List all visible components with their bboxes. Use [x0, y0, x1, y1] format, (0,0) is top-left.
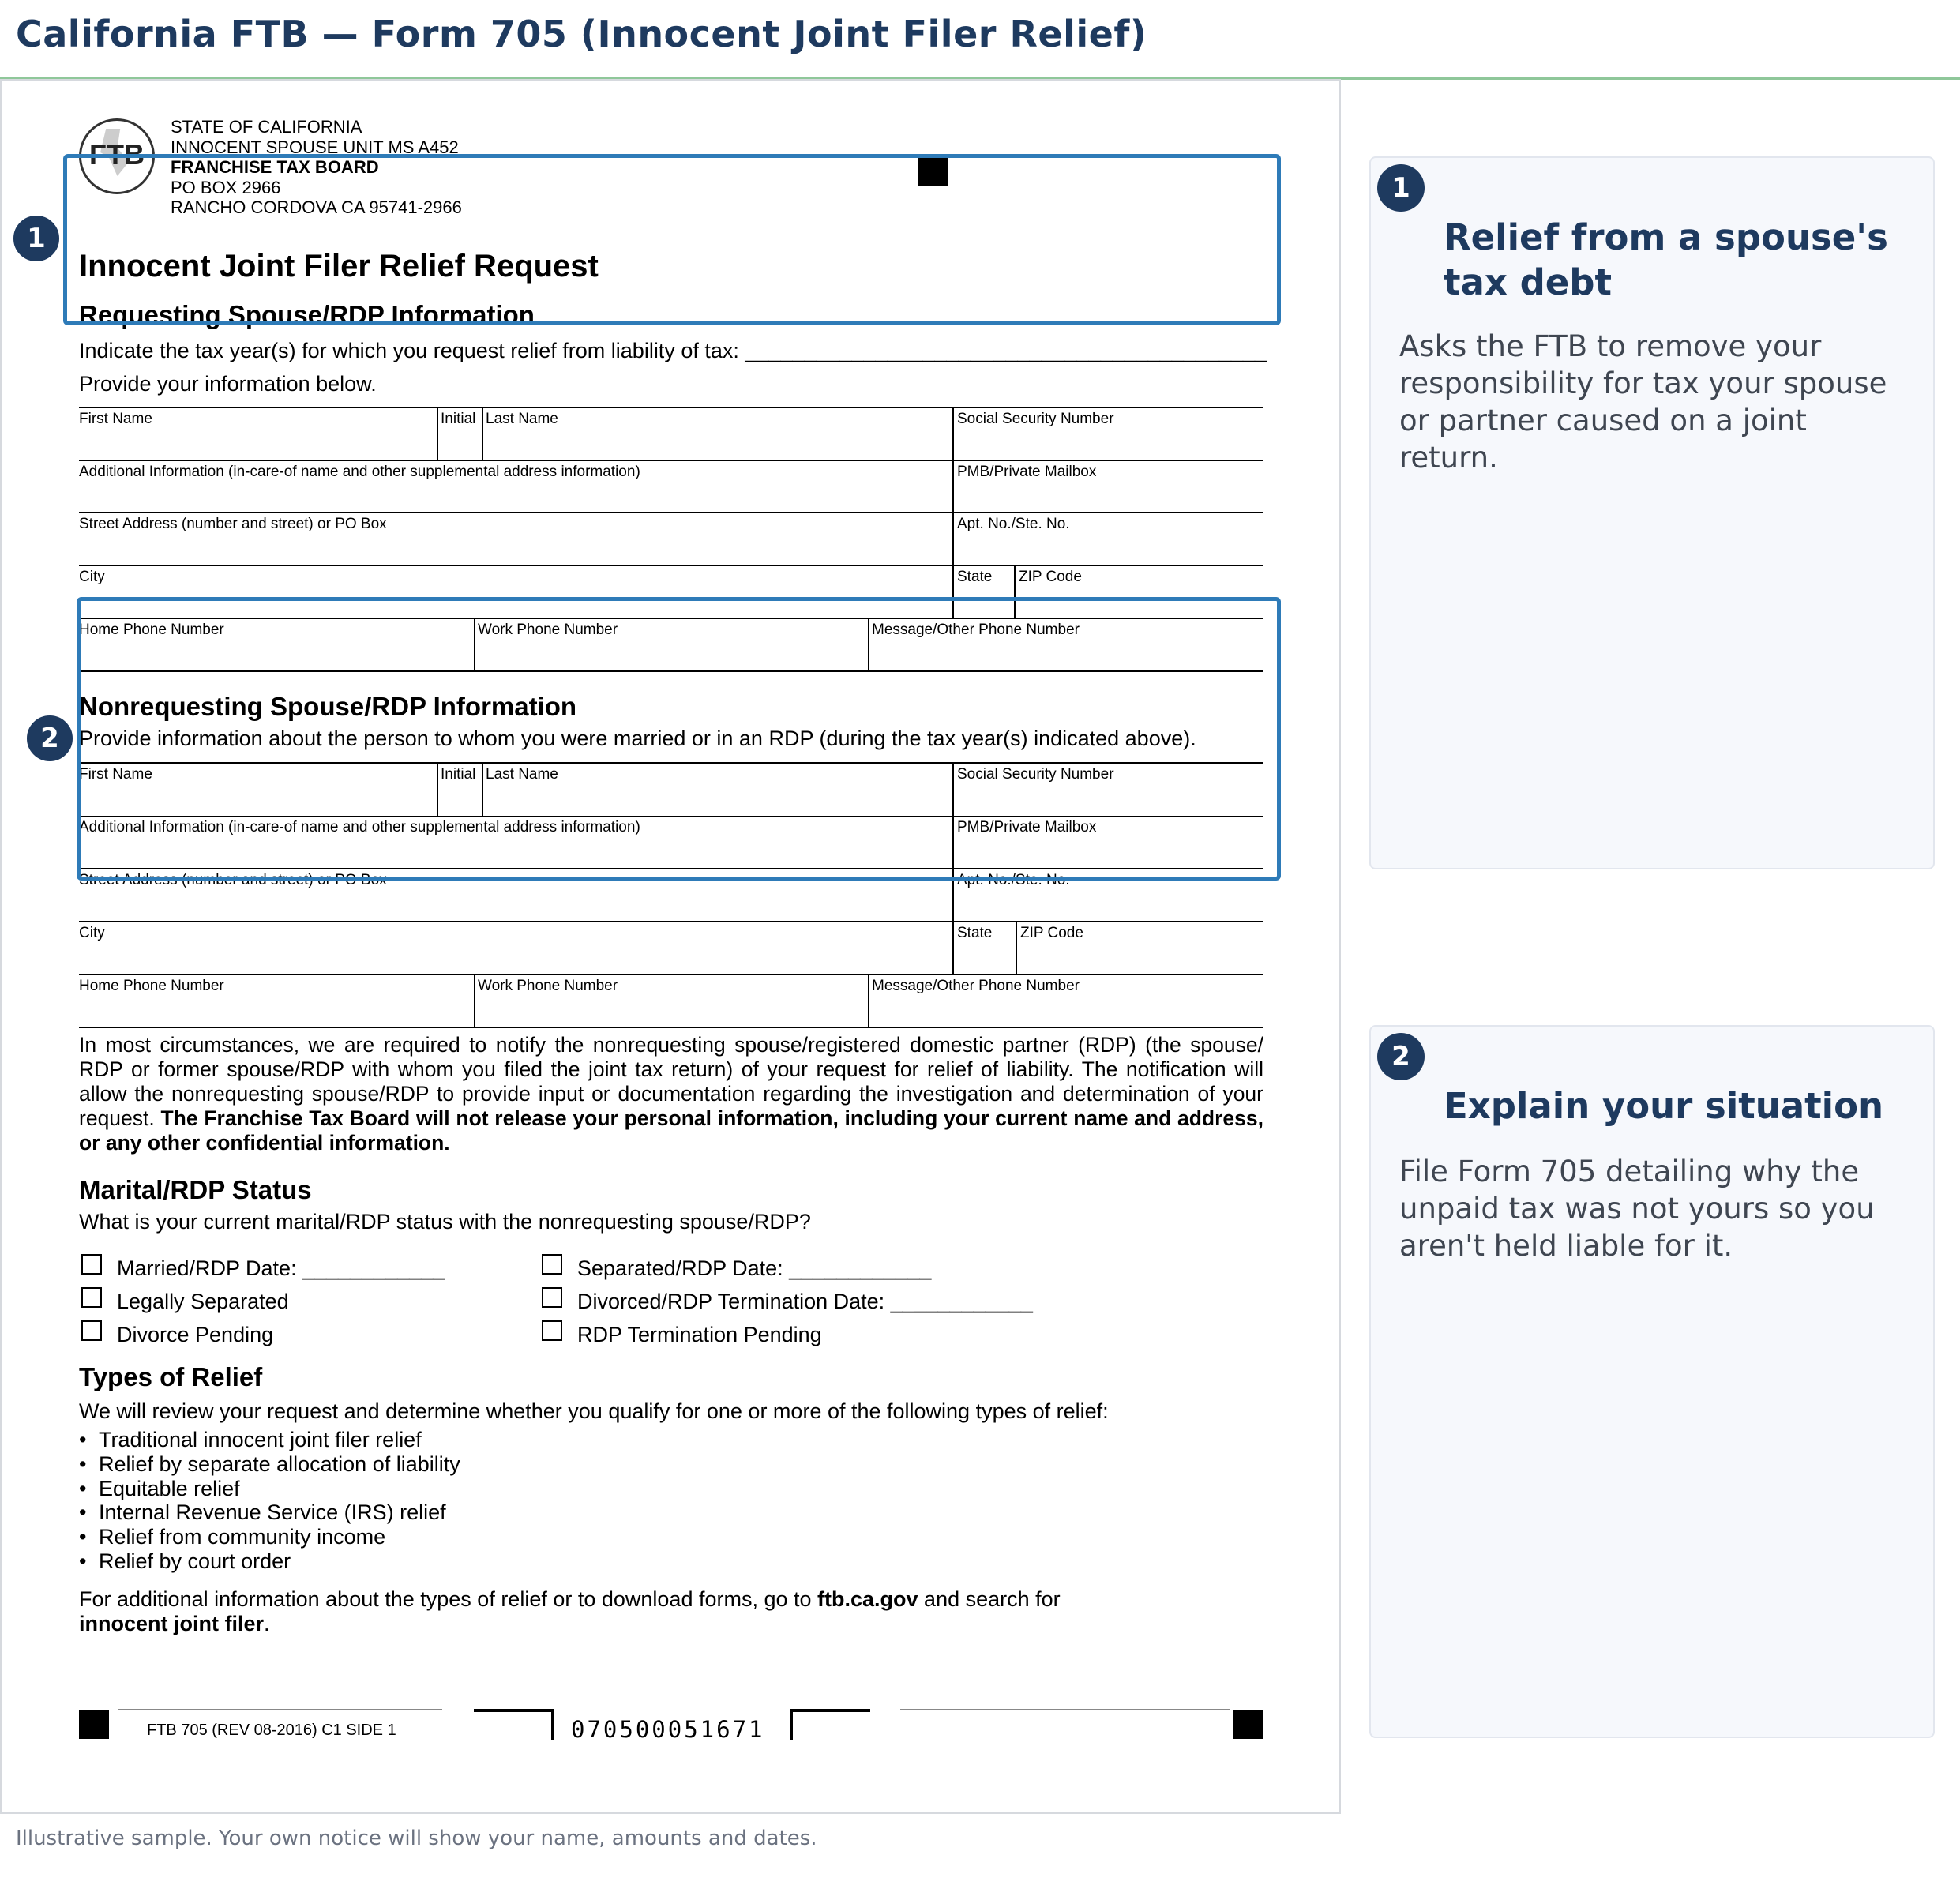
initial-label: Initial: [441, 411, 476, 427]
nr-other-phone-label: Message/Other Phone Number: [872, 978, 1080, 994]
provide-info-text: Provide your information below.: [79, 372, 377, 396]
form-rule: [79, 512, 1263, 513]
form-rule: [79, 407, 1263, 408]
list-item: • Internal Revenue Service (IRS) relief: [79, 1500, 460, 1525]
form-title: Innocent Joint Filer Relief Request: [79, 249, 599, 284]
rdp-termination-label: RDP Termination Pending: [577, 1323, 822, 1346]
nr-apt-label: Apt. No./Ste. No.: [957, 872, 1070, 888]
divorced-label: Divorced/RDP Termination Date: ____________: [577, 1290, 1033, 1313]
requesting-heading: Requesting Spouse/RDP Information: [79, 300, 535, 329]
form-divider: [437, 407, 438, 460]
divorce-pending-checkbox[interactable]: [81, 1320, 102, 1341]
nr-pmb-label: PMB/Private Mailbox: [957, 819, 1097, 835]
nr-initial-label: Initial: [441, 766, 476, 783]
card-body: File Form 705 detailing why the unpaid tax was not yours so you aren't held liable for it.: [1399, 1155, 1875, 1263]
more-info-prefix: For additional information about the types of relief or to download forms, go to: [79, 1587, 818, 1611]
list-item: • Traditional innocent joint filer relief: [79, 1428, 460, 1452]
registration-mark: [79, 1710, 109, 1739]
nr-city-label: City: [79, 925, 105, 941]
divorced-checkbox[interactable]: [542, 1287, 562, 1308]
page-header: [0, 0, 1960, 80]
apt-label: Apt. No./Ste. No.: [957, 516, 1070, 532]
nr-work-phone-label: Work Phone Number: [478, 978, 618, 994]
caption: Illustrative sample. Your own notice will show your name, amounts and dates.: [16, 1827, 817, 1850]
nonrequesting-heading: Nonrequesting Spouse/RDP Information: [79, 692, 577, 721]
form-divider: [868, 974, 869, 1027]
form-divider: [952, 407, 954, 618]
divorce-pending-label: Divorce Pending: [117, 1323, 274, 1346]
list-item: • Relief by separate allocation of liability: [79, 1452, 460, 1477]
seal-text: FTB: [89, 138, 145, 171]
additional-info-label: Additional Information (in-care-of name and other supplemental address information): [79, 464, 640, 480]
form-rule: [79, 1027, 1263, 1028]
separated-checkbox[interactable]: [542, 1254, 562, 1275]
highlight-marker-2: 2: [24, 713, 75, 764]
nonrequesting-provide-text: Provide information about the person to whom you were married or in an RDP (during the tax year(s) indicated above).: [79, 727, 1196, 750]
separated-label: Separated/RDP Date: ____________: [577, 1256, 932, 1280]
ftb-website-link[interactable]: ftb.ca.gov: [817, 1587, 918, 1611]
last-name-label: Last Name: [486, 411, 558, 427]
other-phone-label: Message/Other Phone Number: [872, 621, 1080, 638]
notice-text: In most circumstances, we are required to notify the nonrequesting spouse/registered domestic partner (RDP) (the spouse/ RDP or former spouse/RDP with whom you filed the joint tax return) of your request for relief of liability. The notification will allow the nonrequesting spouse/RDP to provide input or documentation regarding the investigation and determination of your request.: [79, 1033, 1263, 1130]
relief-list: [79, 1428, 460, 1574]
form-divider: [482, 407, 483, 460]
nr-ssn-label: Social Security Number: [957, 766, 1114, 783]
search-term: innocent joint filer: [79, 1612, 264, 1635]
notice-paragraph: [79, 1033, 1263, 1155]
annotation-card-1: [1369, 156, 1935, 869]
marital-question: What is your current marital/RDP status with the nonrequesting spouse/RDP?: [79, 1210, 811, 1234]
highlight-box-2: [77, 597, 1281, 881]
highlight-box-1: [63, 154, 1281, 325]
form-rule: [79, 565, 1263, 566]
list-item: • Equitable relief: [79, 1477, 460, 1501]
barcode-bracket: [790, 1709, 870, 1740]
form-divider: [1016, 921, 1017, 974]
nr-home-phone-label: Home Phone Number: [79, 978, 224, 994]
relief-intro: We will review your request and determine whether you qualify for one or more of the following types of relief:: [79, 1399, 1109, 1423]
address-line: STATE OF CALIFORNIA: [171, 117, 362, 137]
address-line: RANCHO CORDOVA CA 95741-2966: [171, 197, 462, 217]
tax-year-prompt: Indicate the tax year(s) for which you request relief from liability of tax: ____________________________________________: [79, 339, 1267, 362]
nr-street-label: Street Address (number and street) or PO Box: [79, 872, 387, 888]
page-title: California FTB — Form 705 (Innocent Joint Filer Relief): [16, 13, 1147, 55]
highlight-marker-1: 1: [11, 213, 62, 264]
zip-label: ZIP Code: [1019, 569, 1082, 585]
card-title: Relief from a spouse's tax debt: [1444, 216, 1888, 303]
rdp-termination-checkbox[interactable]: [542, 1320, 562, 1341]
registration-mark: [1233, 1710, 1263, 1739]
footer-rule: [118, 1709, 442, 1710]
work-phone-label: Work Phone Number: [478, 621, 618, 638]
state-label: State: [957, 569, 993, 585]
more-info-mid: and search for: [918, 1587, 1061, 1611]
legally-separated-checkbox[interactable]: [81, 1287, 102, 1308]
address-line: FRANCHISE TAX BOARD: [171, 157, 379, 177]
nr-state-label: State: [957, 925, 993, 941]
form-divider: [474, 974, 475, 1027]
nr-first-name-label: First Name: [79, 766, 152, 783]
barcode-number: 070500051671: [571, 1716, 765, 1743]
address-line: INNOCENT SPOUSE UNIT MS A452: [171, 137, 459, 157]
barcode-bracket: [474, 1709, 554, 1740]
first-name-label: First Name: [79, 411, 152, 427]
nr-zip-label: ZIP Code: [1020, 925, 1083, 941]
notice-bold-text: The Franchise Tax Board will not release your personal information, including your current name and address, or any other confidential information.: [79, 1106, 1263, 1155]
pmb-label: PMB/Private Mailbox: [957, 464, 1097, 480]
form-rule: [79, 974, 1263, 975]
married-label: Married/RDP Date: ____________: [117, 1256, 445, 1280]
city-label: City: [79, 569, 105, 585]
street-label: Street Address (number and street) or PO Box: [79, 516, 387, 532]
address-line: PO BOX 2966: [171, 177, 281, 197]
nr-additional-info-label: Additional Information (in-care-of name and other supplemental address information): [79, 819, 640, 835]
card-number: 1: [1377, 164, 1425, 212]
nr-last-name-label: Last Name: [486, 766, 558, 783]
more-info-text: [79, 1587, 1263, 1636]
married-checkbox[interactable]: [81, 1254, 102, 1275]
list-item: • Relief from community income: [79, 1525, 460, 1549]
marital-heading: Marital/RDP Status: [79, 1175, 312, 1204]
card-title: Explain your situation: [1444, 1085, 1884, 1127]
form-rule: [79, 921, 1263, 922]
form-id: FTB 705 (REV 08-2016) C1 SIDE 1: [147, 1722, 396, 1739]
card-body: Asks the FTB to remove your responsibility for tax your spouse or partner caused on a joint return.: [1399, 329, 1887, 475]
home-phone-label: Home Phone Number: [79, 621, 224, 638]
footer-rule: [900, 1709, 1230, 1710]
ssn-label: Social Security Number: [957, 411, 1114, 427]
legally-separated-label: Legally Separated: [117, 1290, 289, 1313]
form-rule: [79, 460, 1263, 461]
more-info-end: .: [264, 1612, 270, 1635]
annotation-card-2: [1369, 1025, 1935, 1738]
relief-heading: Types of Relief: [79, 1362, 263, 1391]
card-number: 2: [1377, 1033, 1425, 1080]
list-item: • Relief by court order: [79, 1549, 460, 1574]
